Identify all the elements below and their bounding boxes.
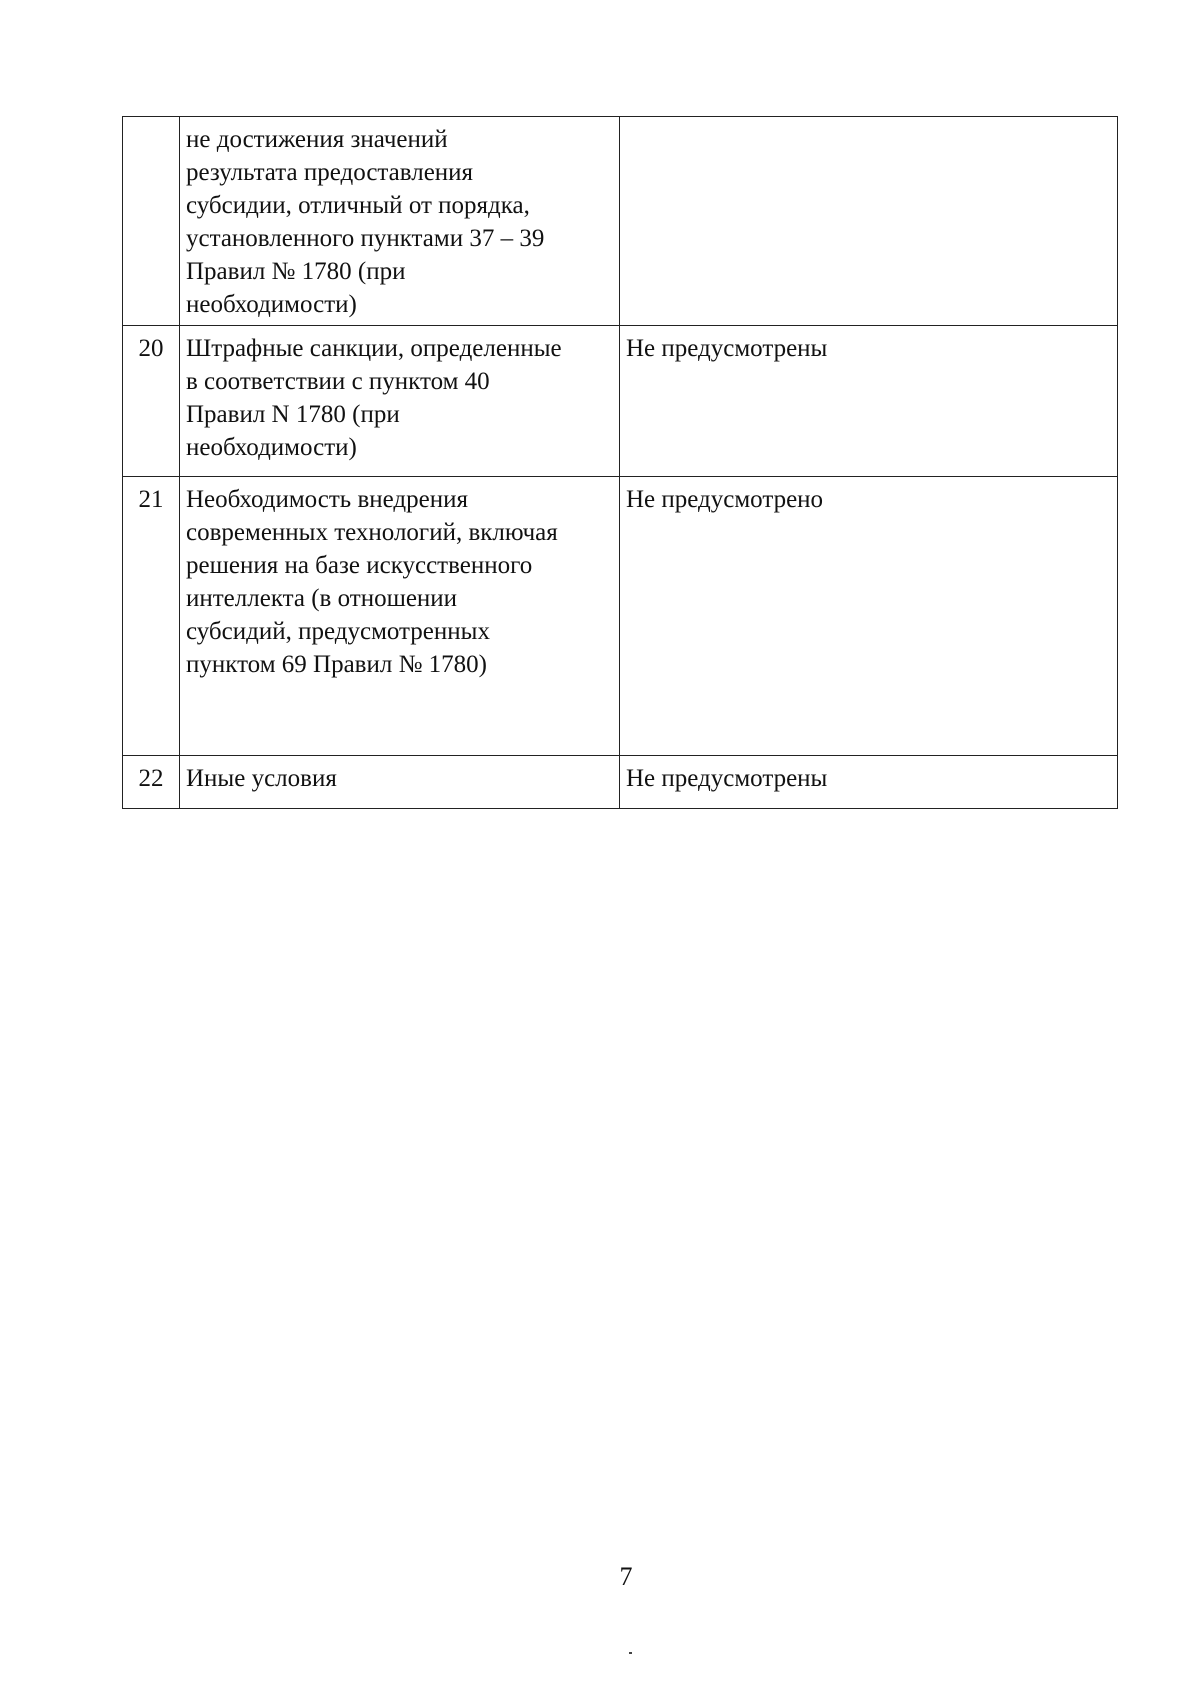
conditions-table	[122, 116, 1118, 809]
row-number: 22	[123, 756, 180, 809]
row-description-text: Необходимость внедрения современных технологий, включая решения на базе искусственного интеллекта (в отношении субсидий, предусмотренных пунктом 69 Правил № 1780)	[186, 486, 558, 678]
row-number: 20	[123, 326, 180, 477]
scan-speck	[629, 1652, 632, 1654]
row-value: Не предусмотрены	[620, 756, 1118, 809]
row-description	[180, 756, 620, 809]
row-description-text: Иные условия	[186, 765, 337, 792]
row-description-text: не достижения значений результата предоставления субсидии, отличный от порядка, установленного пунктами 37 – 39 Правил № 1780 (при необходимости)	[186, 126, 545, 318]
row-value: Не предусмотрено	[620, 477, 1118, 756]
table-row	[123, 756, 1118, 809]
table-row	[123, 117, 1118, 326]
page-number: 7	[619, 1562, 633, 1591]
row-description-text: Штрафные санкции, определенные в соответствии с пунктом 40 Правил N 1780 (при необходимости)	[186, 335, 562, 461]
row-number	[123, 117, 180, 326]
row-value: Не предусмотрены	[620, 326, 1118, 477]
table-row	[123, 326, 1118, 477]
row-number: 21	[123, 477, 180, 756]
row-value	[620, 117, 1118, 326]
row-description	[180, 477, 620, 756]
row-description	[180, 117, 620, 326]
row-description	[180, 326, 620, 477]
table-row	[123, 477, 1118, 756]
